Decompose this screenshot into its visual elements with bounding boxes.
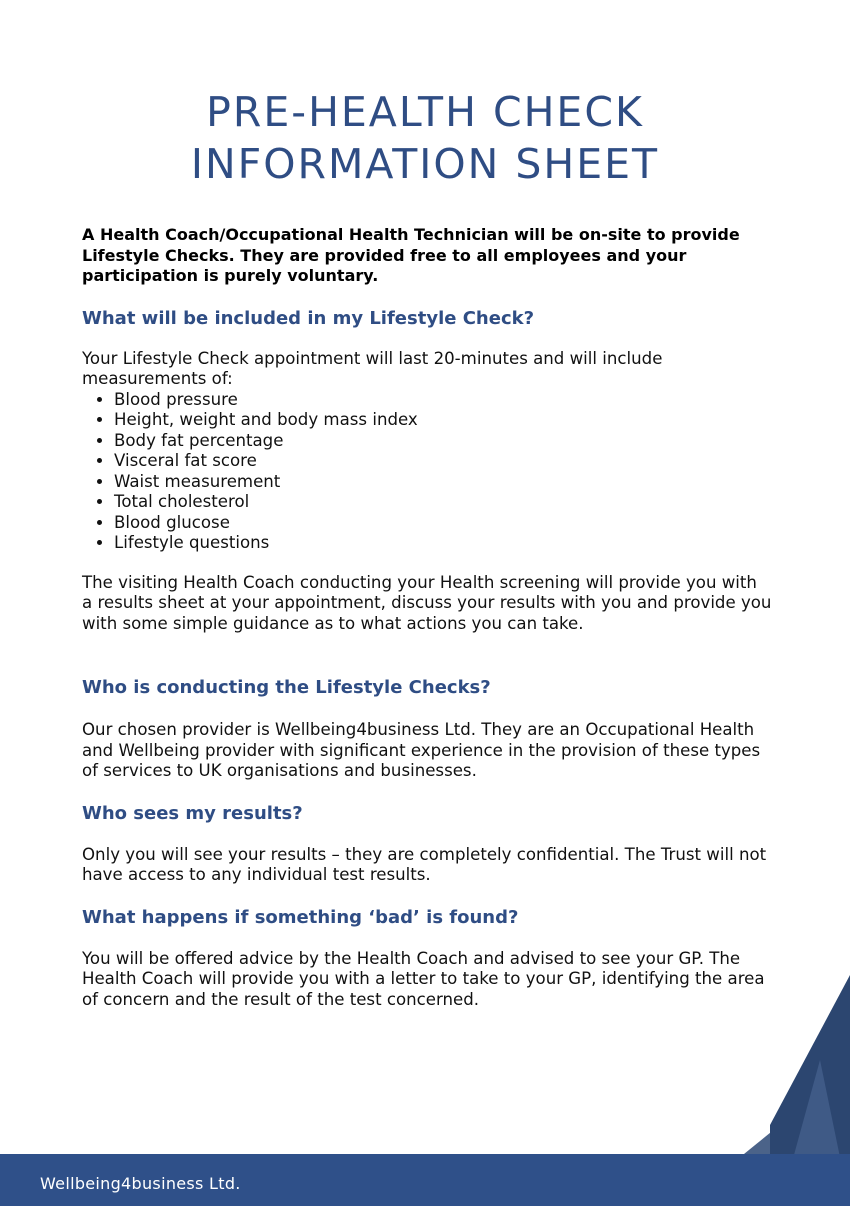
title-line-2: INFORMATION SHEET	[190, 140, 660, 188]
who-sees-results-body: Only you will see your results – they are completely confidential. The Trust will not have access to any individual test results.	[82, 844, 767, 884]
who-conducts-body: Our chosen provider is Wellbeing4business Ltd. They are an Occupational Health and Wellbeing provider with significant experience in the provision of these types of services to UK organisations and businesses.	[82, 720, 761, 780]
heading-lifestyle-check: What will be included in my Lifestyle Check?	[82, 307, 535, 329]
list-item: • Lifestyle questions	[114, 533, 772, 554]
measurement-list	[82, 390, 772, 554]
heading-who-conducts: Who is conducting the Lifestyle Checks?	[82, 677, 491, 698]
page-title	[0, 86, 850, 190]
list-item: • Total cholesterol	[114, 492, 772, 513]
document-body	[82, 225, 772, 1010]
something-bad-body: You will be offered advice by the Health Coach and advised to see your GP. The Health Coach will provide you with a letter to take to your GP, identifying the area of concern and the result of the test concerned.	[82, 948, 765, 1009]
list-item: • Waist measurement	[114, 472, 772, 493]
title-line-1: PRE-HEALTH CHECK	[206, 88, 644, 136]
heading-who-sees-results: Who sees my results?	[82, 802, 303, 824]
heading-something-bad: What happens if something ‘bad’ is found?	[82, 906, 519, 928]
list-item: • Height, weight and body mass index	[114, 410, 772, 431]
list-item: • Blood glucose	[114, 513, 772, 534]
list-item: • Blood pressure	[114, 390, 772, 411]
list-item: • Body fat percentage	[114, 431, 772, 452]
list-item: • Visceral fat score	[114, 451, 772, 472]
intro-text: A Health Coach/Occupational Health Technician will be on-site to provide Lifestyle Checks. They are provided free to all employees and your participation is purely voluntary.	[82, 225, 740, 285]
footer-company-name: Wellbeing4business Ltd.	[40, 1174, 241, 1193]
lifestyle-check-lead: Your Lifestyle Check appointment will last 20-minutes and will include measurements of:	[82, 348, 663, 388]
lifestyle-check-followup: The visiting Health Coach conducting your Health screening will provide you with a results sheet at your appointment, discuss your results with you and provide you with some simple guidance as to what actions you can take.	[82, 572, 772, 633]
